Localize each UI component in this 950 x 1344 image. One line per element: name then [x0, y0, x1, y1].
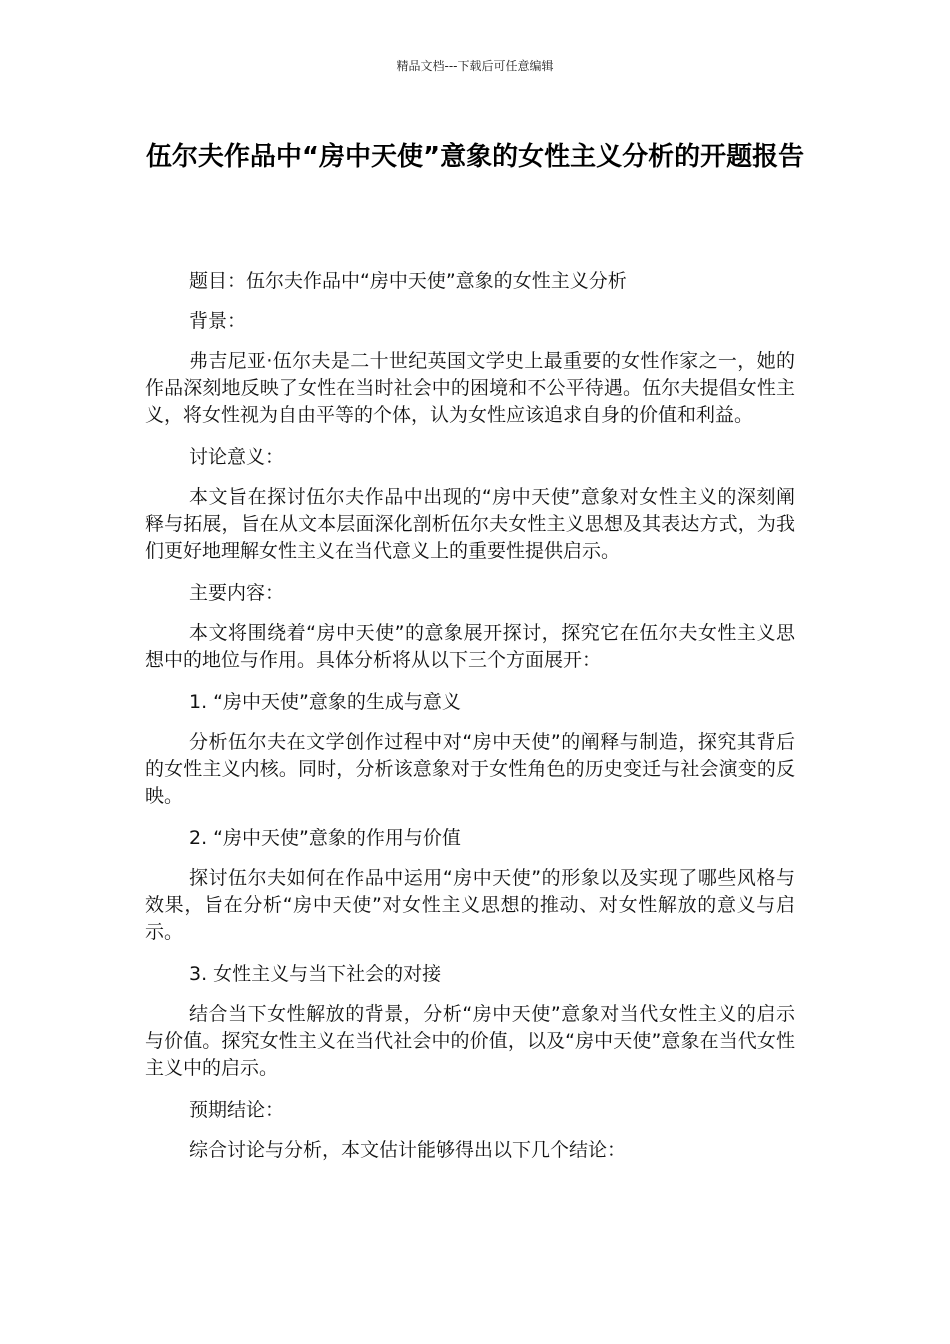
- section-heading-significance: 讨论意义：: [189, 446, 285, 468]
- significance-paragraph: 本文旨在探讨伍尔夫作品中出现的“房中天使”意象对女性主义的深刻阐释与拓展，旨在从文本层面深化剖析伍尔夫女性主义思想及其表达方式，为我们更好地理解女性主义在当代意义上的重要性提供启示。: [145, 486, 795, 562]
- topic-line: 题目：伍尔夫作品中“房中天使”意象的女性主义分析: [189, 270, 627, 292]
- main-content-paragraph: 本文将围绕着“房中天使”的意象展开探讨，探究它在伍尔夫女性主义思想中的地位与作用。具体分析将从以下三个方面展开：: [145, 622, 795, 671]
- document-title: 伍尔夫作品中“房中天使”意象的女性主义分析的开题报告: [145, 142, 805, 172]
- header-note: 精品文档---下载后可任意编辑: [396, 59, 554, 73]
- subsection-2-paragraph: 探讨伍尔夫如何在作品中运用“房中天使”的形象以及实现了哪些风格与效果，旨在分析“房中天使”对女性主义思想的推动、对女性解放的意义与启示。: [145, 867, 795, 943]
- conclusion-paragraph: 综合讨论与分析，本文估计能够得出以下几个结论：: [189, 1139, 627, 1161]
- section-heading-background: 背景：: [189, 310, 247, 332]
- section-heading-conclusion: 预期结论：: [189, 1099, 285, 1121]
- subsection-heading-2: 2. “房中天使”意象的作用与价值: [189, 827, 461, 849]
- section-heading-main-content: 主要内容：: [189, 582, 285, 604]
- background-paragraph: 弗吉尼亚·伍尔夫是二十世纪英国文学史上最重要的女性作家之一，她的作品深刻地反映了女性在当时社会中的困境和不公平待遇。伍尔夫提倡女性主义，将女性视为自由平等的个体，认为女性应该追求自身的价值和利益。: [145, 350, 795, 426]
- subsection-heading-1: 1. “房中天使”意象的生成与意义: [189, 691, 461, 713]
- subsection-heading-3: 3. 女性主义与当下社会的对接: [189, 963, 442, 985]
- subsection-1-paragraph: 分析伍尔夫在文学创作过程中对“房中天使”的阐释与制造，探究其背后的女性主义内核。同时，分析该意象对于女性角色的历史变迁与社会演变的反映。: [145, 731, 795, 807]
- document-body: [145, 268, 795, 1179]
- subsection-3-paragraph: 结合当下女性解放的背景，分析“房中天使”意象对当代女性主义的启示与价值。探究女性主义在当代社会中的价值，以及“房中天使”意象在当代女性主义中的启示。: [145, 1003, 795, 1079]
